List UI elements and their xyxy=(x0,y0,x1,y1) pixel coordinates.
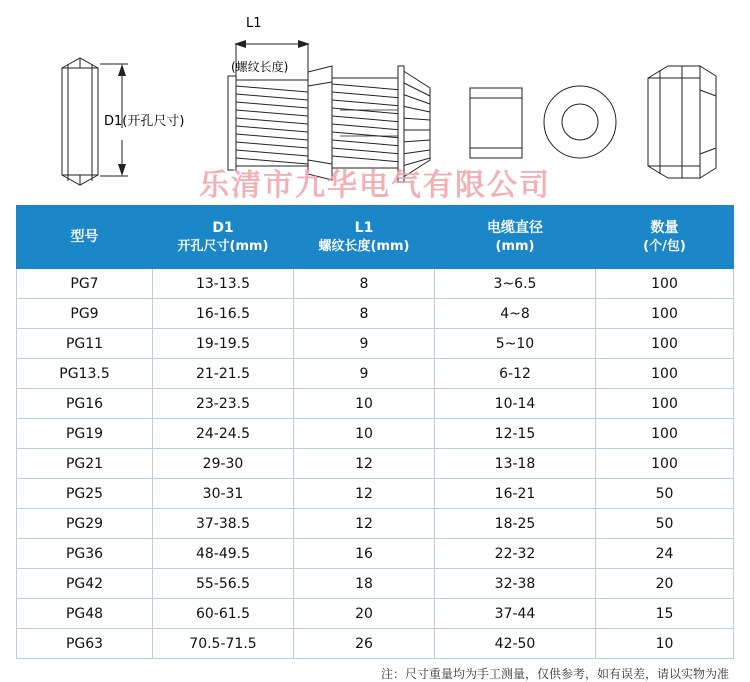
table-row xyxy=(17,389,734,419)
cell-model: PG13.5 xyxy=(17,359,153,389)
header-l1-main: L1 xyxy=(354,219,374,236)
table-row xyxy=(17,449,734,479)
part-threaded-body xyxy=(228,66,332,180)
cell-cable: 32-38 xyxy=(435,569,596,599)
cell-cable: 3~6.5 xyxy=(435,269,596,299)
cell-qty: 100 xyxy=(596,359,734,389)
cell-cable: 5~10 xyxy=(435,329,596,359)
table-row xyxy=(17,509,734,539)
cell-qty: 24 xyxy=(596,539,734,569)
cell-qty: 15 xyxy=(596,599,734,629)
label-l1-top: L1 xyxy=(246,16,262,31)
cell-model: PG11 xyxy=(17,329,153,359)
cell-l1: 8 xyxy=(294,269,435,299)
cell-qty: 10 xyxy=(596,629,734,659)
cell-d1: 13-13.5 xyxy=(153,269,294,299)
table-row xyxy=(17,569,734,599)
cell-cable: 10-14 xyxy=(435,389,596,419)
header-cable-sub: (mm) xyxy=(495,238,535,254)
cell-d1: 24-24.5 xyxy=(153,419,294,449)
header-qty-main: 数量 xyxy=(650,219,679,236)
table-row xyxy=(17,629,734,659)
cell-qty: 50 xyxy=(596,479,734,509)
header-d1-sub: 开孔尺寸(mm) xyxy=(177,238,269,254)
footnote: 注：尺寸重量均为手工测量，仅供参考，如有误差，请以实物为准 xyxy=(380,667,729,681)
cell-qty: 100 xyxy=(596,389,734,419)
cell-model: PG48 xyxy=(17,599,153,629)
header-l1-sub: 螺纹长度(mm) xyxy=(318,238,410,254)
cell-d1: 16-16.5 xyxy=(153,299,294,329)
cell-model: PG21 xyxy=(17,449,153,479)
table-body xyxy=(17,269,734,659)
cell-d1: 48-49.5 xyxy=(153,539,294,569)
label-l1-top-sub: (螺纹长度) xyxy=(231,60,289,74)
cell-model: PG42 xyxy=(17,569,153,599)
table-row xyxy=(17,359,734,389)
part-hex-nut-left xyxy=(62,58,98,185)
cell-l1: 12 xyxy=(294,479,435,509)
header-d1-main: D1 xyxy=(212,219,234,236)
cell-cable: 42-50 xyxy=(435,629,596,659)
part-washer xyxy=(544,86,616,158)
cell-l1: 10 xyxy=(294,389,435,419)
header-cable-diameter xyxy=(435,206,596,269)
cell-l1: 18 xyxy=(294,569,435,599)
table-row xyxy=(17,299,734,329)
cell-model: PG9 xyxy=(17,299,153,329)
cell-d1: 19-19.5 xyxy=(153,329,294,359)
cell-d1: 23-23.5 xyxy=(153,389,294,419)
cell-l1: 12 xyxy=(294,509,435,539)
cell-l1: 9 xyxy=(294,359,435,389)
cell-model: PG29 xyxy=(17,509,153,539)
cell-cable: 6-12 xyxy=(435,359,596,389)
table-row xyxy=(17,419,734,449)
cell-qty: 50 xyxy=(596,509,734,539)
label-d1-left: D1(开孔尺寸) xyxy=(104,114,185,129)
cell-cable: 13-18 xyxy=(435,449,596,479)
cell-model: PG63 xyxy=(17,629,153,659)
table-row xyxy=(17,329,734,359)
header-quantity xyxy=(596,206,734,269)
header-model-main: 型号 xyxy=(70,228,99,245)
part-hex-cap-right xyxy=(648,66,716,178)
header-l1 xyxy=(294,206,435,269)
cell-d1: 55-56.5 xyxy=(153,569,294,599)
watermark-company: 乐清市九华电气有限公司 xyxy=(199,168,551,203)
table-header-row xyxy=(17,206,734,269)
cell-d1: 21-21.5 xyxy=(153,359,294,389)
cell-model: PG25 xyxy=(17,479,153,509)
cell-cable: 37-44 xyxy=(435,599,596,629)
cell-l1: 12 xyxy=(294,449,435,479)
cell-cable: 16-21 xyxy=(435,479,596,509)
header-d1 xyxy=(153,206,294,269)
cell-qty: 100 xyxy=(596,449,734,479)
cell-cable: 22-32 xyxy=(435,539,596,569)
cell-qty: 100 xyxy=(596,329,734,359)
cell-d1: 30-31 xyxy=(153,479,294,509)
part-cone-sleeve xyxy=(332,66,430,182)
part-sleeve xyxy=(470,88,522,158)
cell-l1: 9 xyxy=(294,329,435,359)
cell-qty: 100 xyxy=(596,269,734,299)
cell-l1: 10 xyxy=(294,419,435,449)
cell-cable: 18-25 xyxy=(435,509,596,539)
table-row xyxy=(17,479,734,509)
cell-d1: 70.5-71.5 xyxy=(153,629,294,659)
cell-d1: 37-38.5 xyxy=(153,509,294,539)
cell-qty: 100 xyxy=(596,419,734,449)
product-diagram xyxy=(0,0,750,205)
cell-l1: 16 xyxy=(294,539,435,569)
header-qty-sub: (个/包) xyxy=(643,238,686,254)
cell-cable: 12-15 xyxy=(435,419,596,449)
cell-model: PG19 xyxy=(17,419,153,449)
diagram-svg xyxy=(0,0,750,205)
cell-l1: 20 xyxy=(294,599,435,629)
cell-d1: 29-30 xyxy=(153,449,294,479)
cell-qty: 100 xyxy=(596,299,734,329)
specification-table xyxy=(16,205,734,659)
cell-model: PG36 xyxy=(17,539,153,569)
cell-d1: 60-61.5 xyxy=(153,599,294,629)
header-model xyxy=(17,206,153,269)
table-row xyxy=(17,599,734,629)
cell-cable: 4~8 xyxy=(435,299,596,329)
cell-model: PG16 xyxy=(17,389,153,419)
table-row xyxy=(17,539,734,569)
cell-qty: 20 xyxy=(596,569,734,599)
cell-l1: 8 xyxy=(294,299,435,329)
table-row xyxy=(17,269,734,299)
cell-l1: 26 xyxy=(294,629,435,659)
cell-model: PG7 xyxy=(17,269,153,299)
header-cable-main: 电缆直径 xyxy=(487,219,543,236)
